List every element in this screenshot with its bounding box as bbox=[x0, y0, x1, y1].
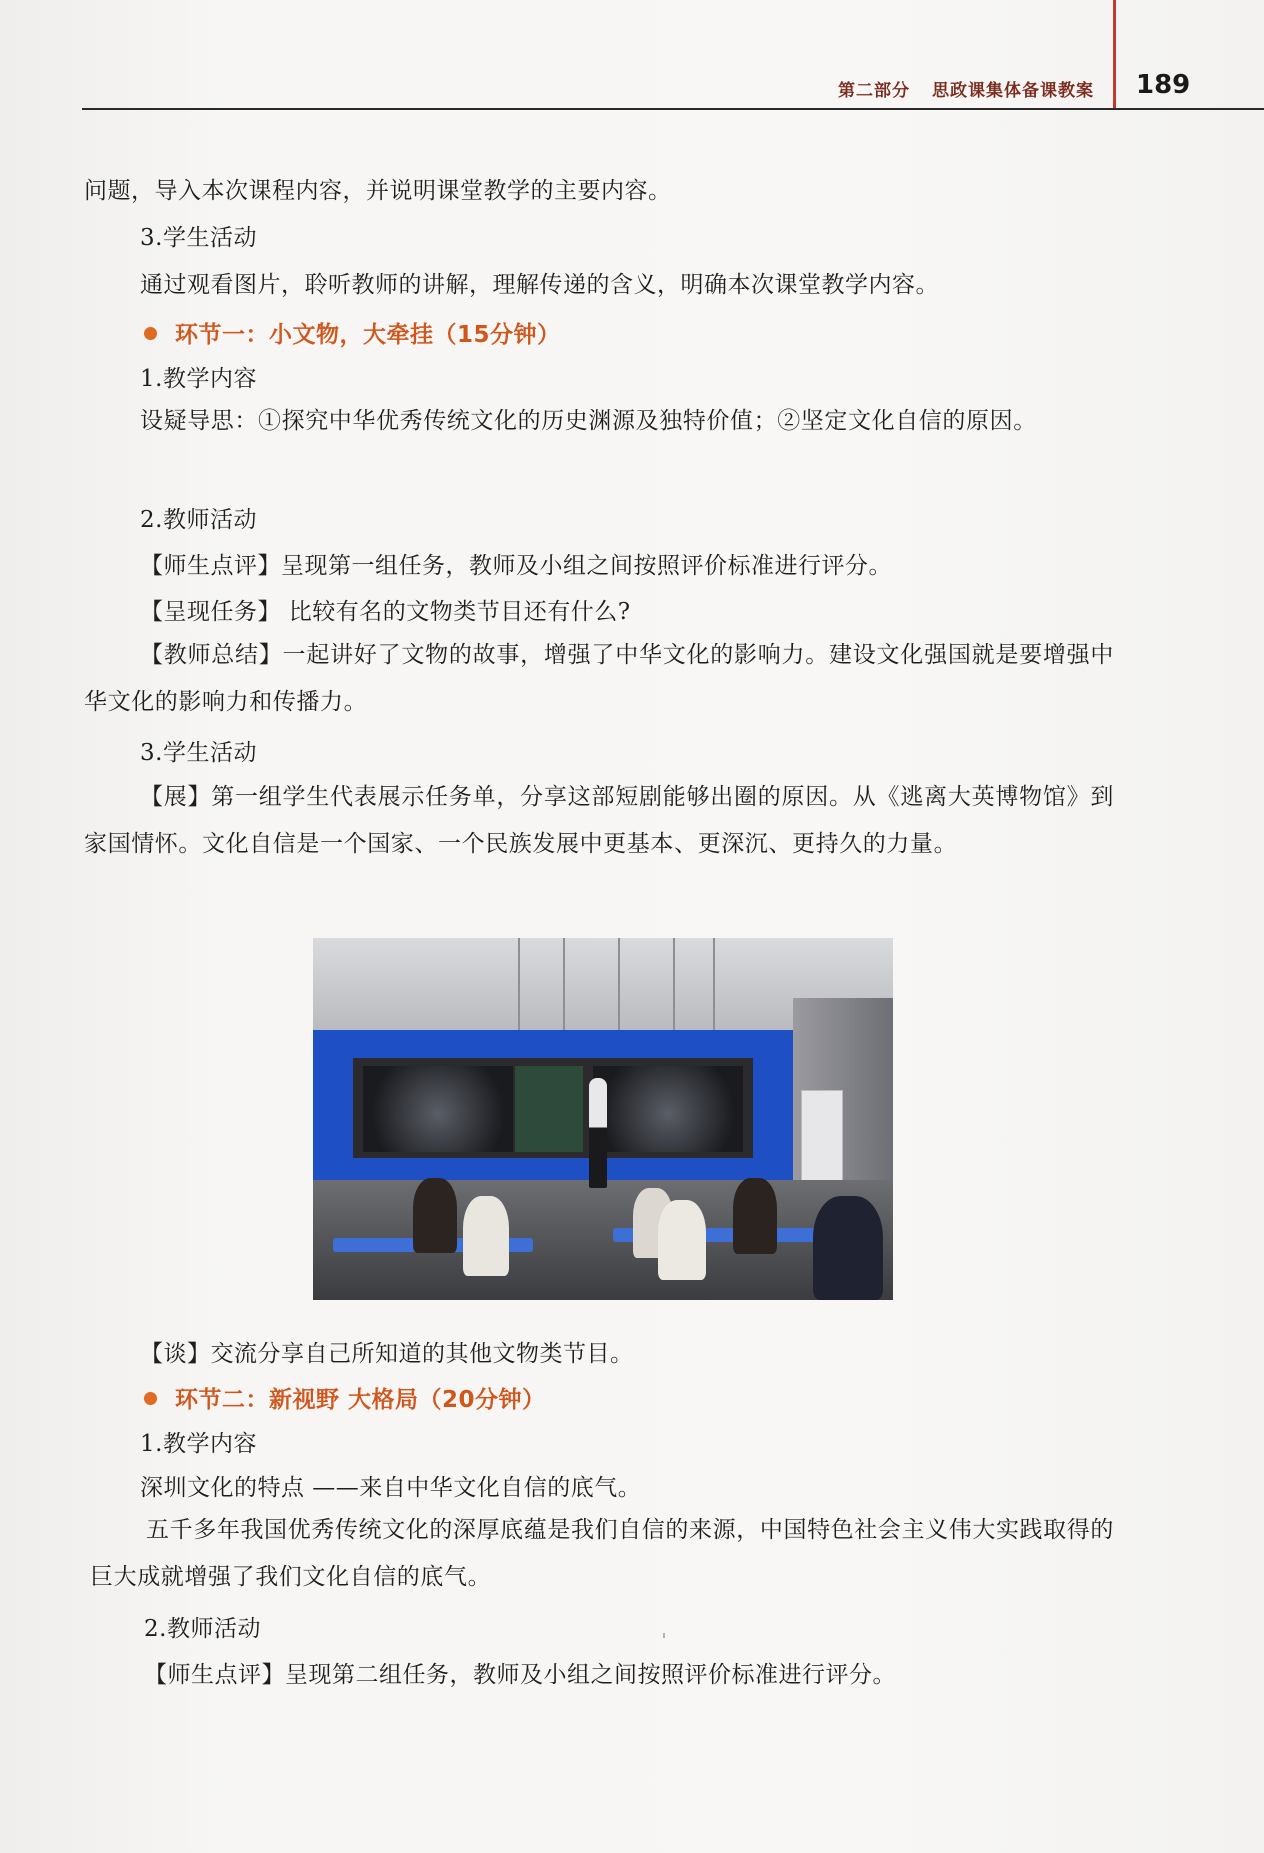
bullet-icon bbox=[144, 327, 157, 340]
bullet-icon bbox=[144, 1392, 157, 1405]
header-part: 第二部分 bbox=[838, 81, 910, 101]
subheading: 2.教师活动 bbox=[144, 1616, 261, 1642]
subheading: 1.教学内容 bbox=[140, 1431, 257, 1457]
section-heading-2: 环节二：新视野 大格局（20分钟） bbox=[144, 1381, 546, 1414]
subheading: 1.教学内容 bbox=[140, 366, 257, 392]
text-line: 通过观看图片，聆听教师的讲解，理解传递的含义，明确本次课堂教学内容。 bbox=[140, 272, 939, 298]
subheading: 3.学生活动 bbox=[140, 740, 257, 766]
header-divider bbox=[1113, 0, 1116, 110]
classroom-photo bbox=[313, 938, 893, 1300]
section-heading-1: 环节一：小文物，大牵挂（15分钟） bbox=[144, 316, 561, 349]
page-number: 189 bbox=[1136, 70, 1191, 100]
running-head bbox=[838, 76, 1094, 101]
text-line: 【谈】交流分享自己所知道的其他文物类节目。 bbox=[140, 1341, 634, 1367]
text-line: 【呈现任务】 比较有名的文物类节目还有什么? bbox=[140, 599, 631, 625]
text-line: 问题，导入本次课程内容，并说明课堂教学的主要内容。 bbox=[84, 178, 672, 204]
subheading: 3.学生活动 bbox=[140, 225, 257, 251]
page-header bbox=[0, 0, 1264, 115]
paragraph: 【展】第一组学生代表展示任务单，分享这部短剧能够出圈的原因。从《逃离大英博物馆》到家国情怀。文化自信是一个国家、一个民族发展中更基本、更深沉、更持久的力量。 bbox=[84, 784, 1114, 857]
header-rule bbox=[82, 108, 1264, 110]
text-line: 【师生点评】呈现第二组任务，教师及小组之间按照评价标准进行评分。 bbox=[144, 1662, 896, 1688]
text-line: 【师生点评】呈现第一组任务，教师及小组之间按照评价标准进行评分。 bbox=[140, 553, 892, 579]
paper-speck bbox=[663, 1633, 665, 1638]
text-line: 深圳文化的特点 ——来自中华文化自信的底气。 bbox=[140, 1475, 642, 1501]
paragraph: 设疑导思：①探究中华优秀传统文化的历史渊源及独特价值；②坚定文化自信的原因。 bbox=[140, 408, 1037, 434]
paragraph: 五千多年我国优秀传统文化的深厚底蕴是我们自信的来源，中国特色社会主义伟大实践取得的巨大成就增强了我们文化自信的底气。 bbox=[90, 1517, 1114, 1590]
paragraph: 【教师总结】一起讲好了文物的故事，增强了中华文化的影响力。建设文化强国就是要增强中华文化的影响力和传播力。 bbox=[84, 642, 1114, 715]
header-section: 思政课集体备课教案 bbox=[932, 81, 1094, 101]
subheading: 2.教师活动 bbox=[140, 507, 257, 533]
